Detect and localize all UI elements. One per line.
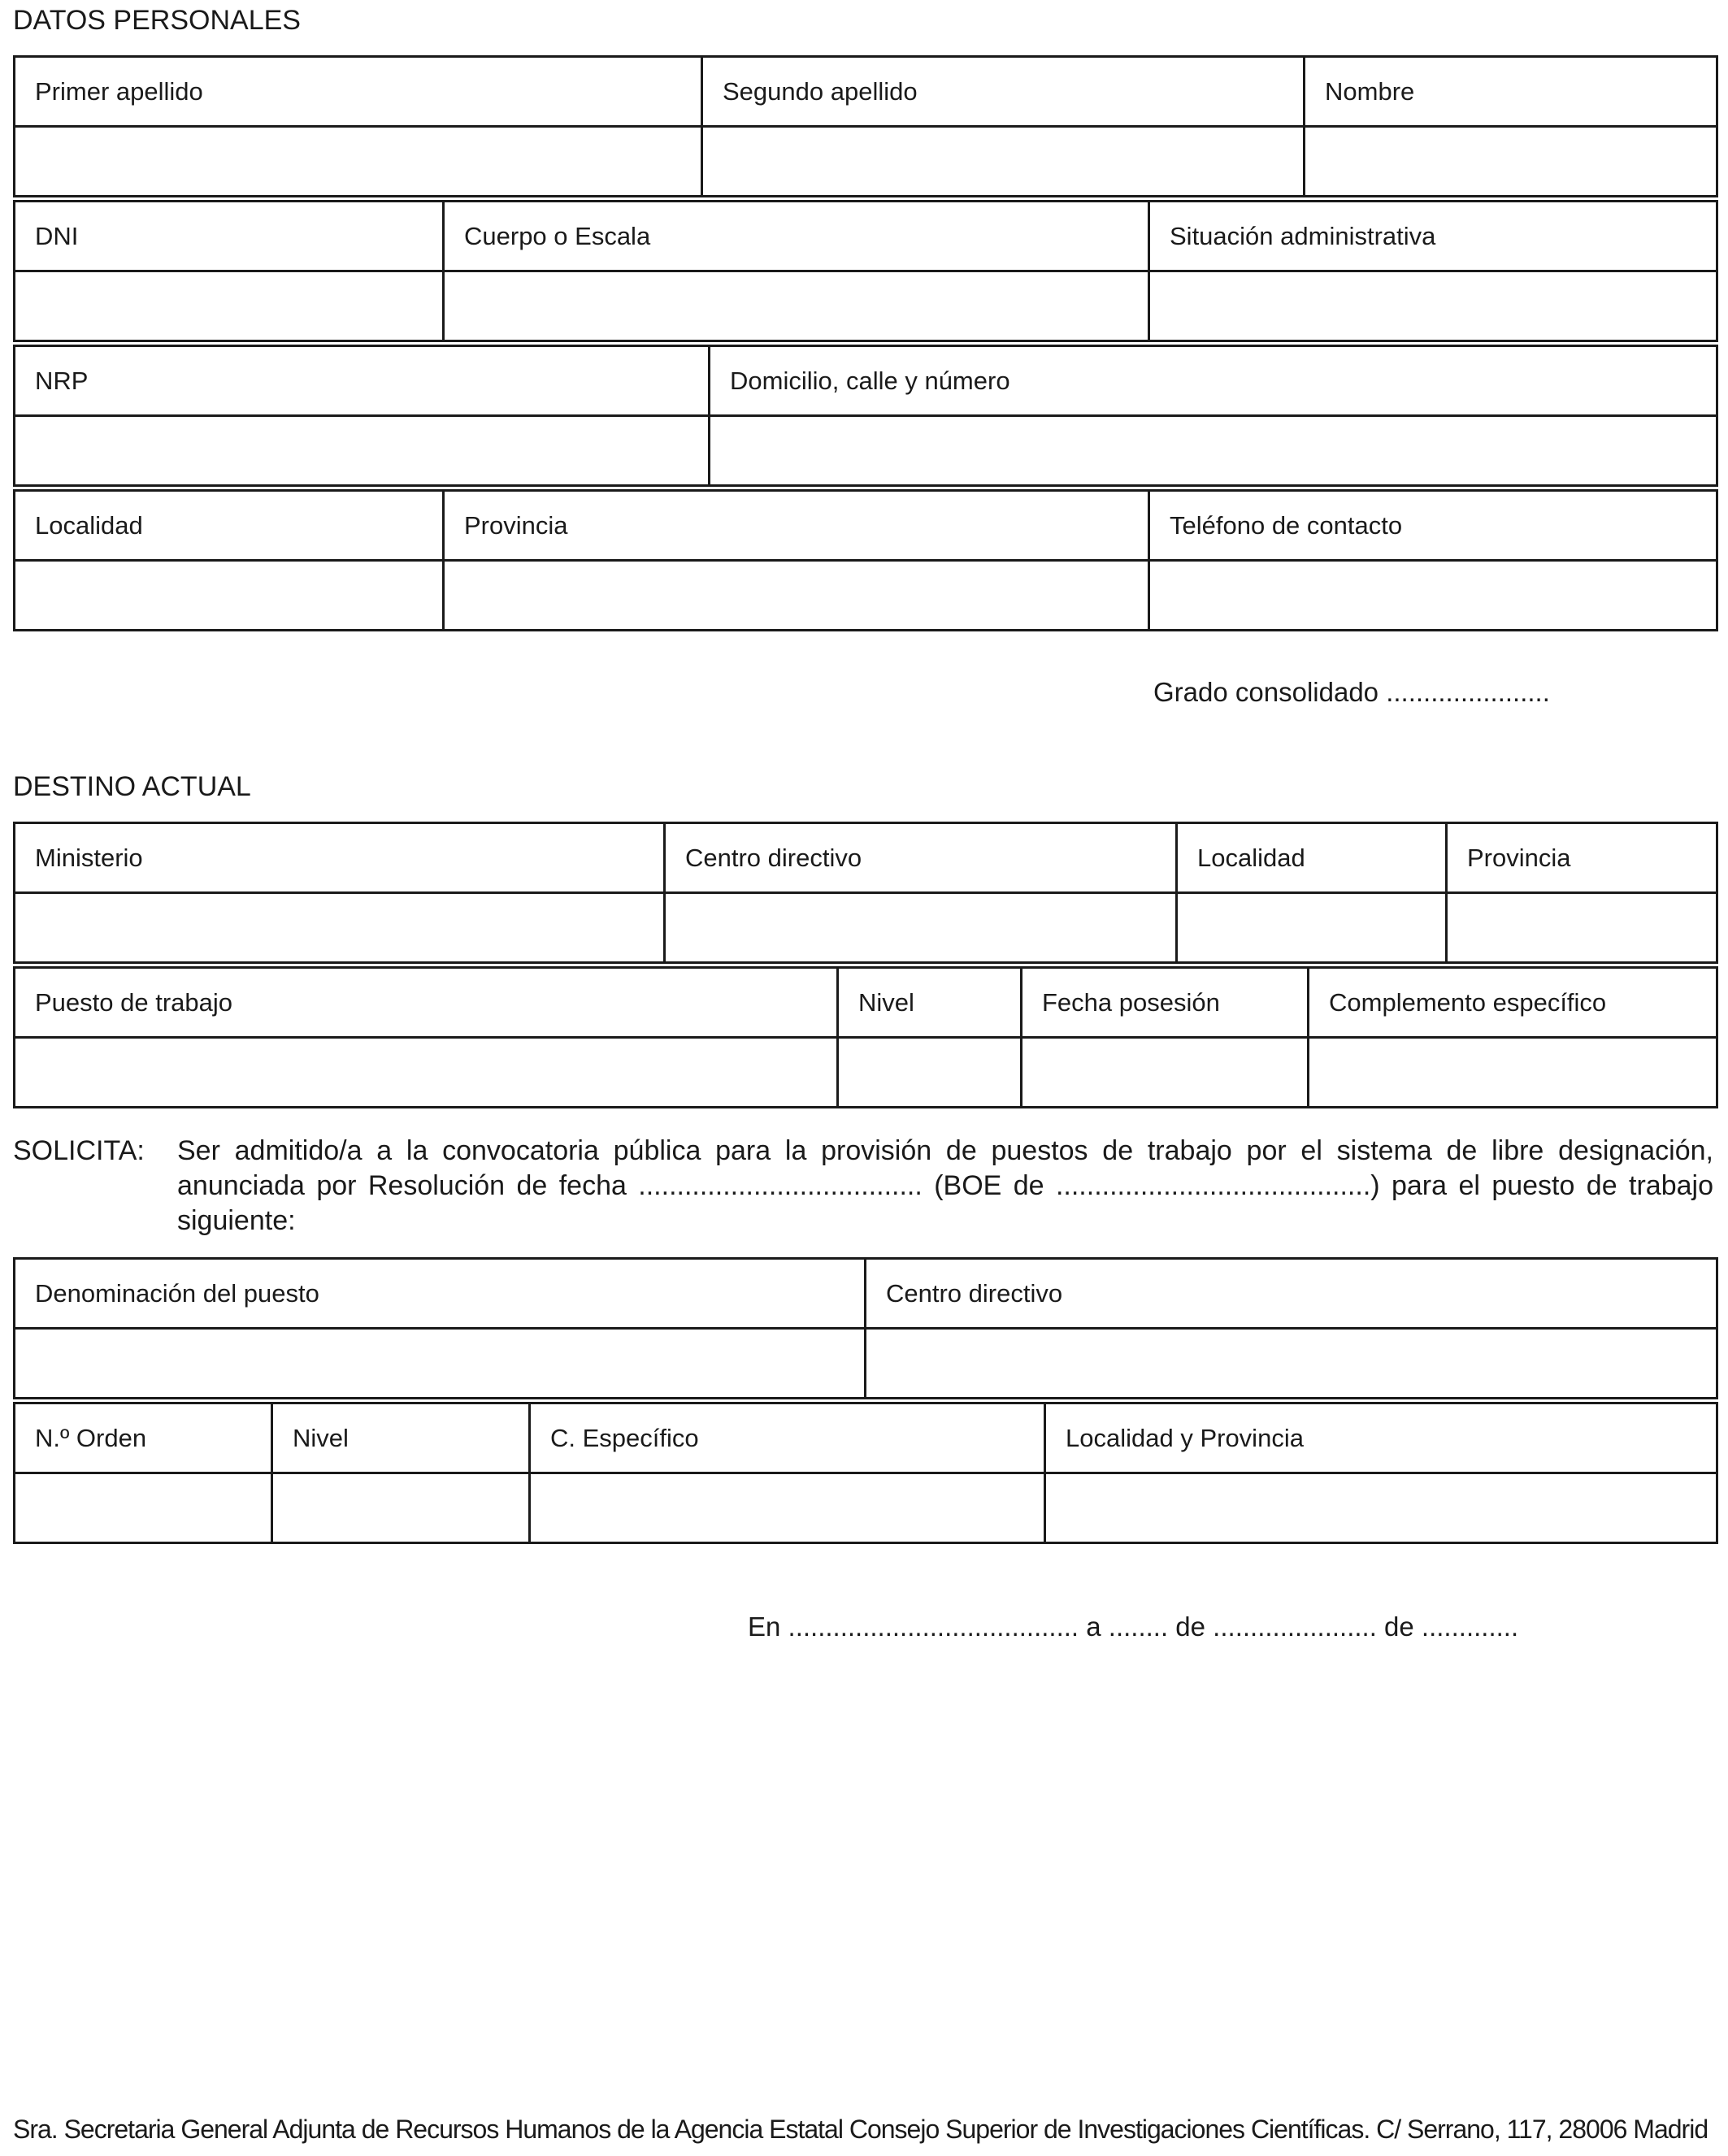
puesto-trabajo-field[interactable] [15, 1038, 838, 1108]
nivel-field[interactable] [838, 1038, 1022, 1108]
nrp-label: NRP [15, 346, 710, 416]
telefono-field[interactable] [1149, 561, 1717, 631]
domicilio-field[interactable] [710, 416, 1717, 486]
datos-personales-row-apellidos [13, 55, 1718, 197]
dni-field[interactable] [15, 271, 444, 341]
denominacion-puesto-label: Denominación del puesto [15, 1259, 866, 1329]
ministerio-label: Ministerio [15, 823, 665, 893]
c-especifico-label: C. Específico [530, 1403, 1045, 1473]
cuerpo-escala-field[interactable] [444, 271, 1149, 341]
datos-personales-heading: DATOS PERSONALES [13, 5, 301, 36]
denominacion-puesto-field[interactable] [15, 1329, 866, 1399]
segundo-apellido-label: Segundo apellido [702, 57, 1305, 127]
nombre-field[interactable] [1305, 127, 1717, 197]
provincia-field[interactable] [444, 561, 1149, 631]
nivel-label: Nivel [838, 968, 1022, 1038]
destino-actual-row-1 [13, 822, 1718, 964]
localidad-label: Localidad [15, 491, 444, 561]
datos-personales-row-localidad [13, 489, 1718, 631]
datos-personales-row-dni [13, 200, 1718, 342]
localidad-provincia-label: Localidad y Provincia [1045, 1403, 1717, 1473]
centro-directivo-label: Centro directivo [665, 823, 1177, 893]
ministerio-field[interactable] [15, 893, 665, 963]
primer-apellido-label: Primer apellido [15, 57, 702, 127]
footer-address: Sra. Secretaria General Adjunta de Recursos Humanos de la Agencia Estatal Consejo Superior de Investigaciones Científicas. C/ Serrano, 117, 28006 Madrid [13, 2115, 1708, 2144]
complemento-especifico-field[interactable] [1309, 1038, 1717, 1108]
centro-directivo-field[interactable] [665, 893, 1177, 963]
numero-orden-field[interactable] [15, 1473, 272, 1543]
telefono-label: Teléfono de contacto [1149, 491, 1717, 561]
datos-personales-row-nrp [13, 345, 1718, 487]
localidad-field[interactable] [15, 561, 444, 631]
complemento-especifico-label: Complemento específico [1309, 968, 1717, 1038]
situacion-administrativa-label: Situación administrativa [1149, 202, 1717, 271]
fecha-lugar-line: En ....................................... a ........ de ...................... de ............. [748, 1612, 1519, 1642]
dni-label: DNI [15, 202, 444, 271]
provincia-label: Provincia [1447, 823, 1717, 893]
solicita-text: Ser admitido/a a la convocatoria pública para la provisión de puestos de trabajo por el sistema de libre designación, anunciada por Resolución de fecha ..................................... (BOE de .........................................) para el puesto de trabajo siguiente: [177, 1135, 1713, 1236]
localidad-provincia-field[interactable] [1045, 1473, 1717, 1543]
c-especifico-field[interactable] [530, 1473, 1045, 1543]
puesto-trabajo-label: Puesto de trabajo [15, 968, 838, 1038]
situacion-administrativa-field[interactable] [1149, 271, 1717, 341]
numero-orden-label: N.º Orden [15, 1403, 272, 1473]
centro-directivo-field[interactable] [866, 1329, 1717, 1399]
nivel-field[interactable] [272, 1473, 530, 1543]
centro-directivo-label: Centro directivo [866, 1259, 1717, 1329]
grado-consolidado: Grado consolidado ...................... [1153, 677, 1550, 707]
domicilio-label: Domicilio, calle y número [710, 346, 1717, 416]
fecha-posesion-label: Fecha posesión [1022, 968, 1309, 1038]
provincia-label: Provincia [444, 491, 1149, 561]
nrp-field[interactable] [15, 416, 710, 486]
puesto-solicitado-row-1 [13, 1257, 1718, 1399]
nombre-label: Nombre [1305, 57, 1717, 127]
destino-actual-row-2 [13, 966, 1718, 1108]
segundo-apellido-field[interactable] [702, 127, 1305, 197]
puesto-solicitado-row-2 [13, 1402, 1718, 1544]
provincia-field[interactable] [1447, 893, 1717, 963]
destino-actual-heading: DESTINO ACTUAL [13, 771, 251, 802]
primer-apellido-field[interactable] [15, 127, 702, 197]
solicita-label: SOLICITA: [13, 1135, 145, 1166]
nivel-label: Nivel [272, 1403, 530, 1473]
fecha-posesion-field[interactable] [1022, 1038, 1309, 1108]
cuerpo-escala-label: Cuerpo o Escala [444, 202, 1149, 271]
localidad-label: Localidad [1177, 823, 1447, 893]
localidad-field[interactable] [1177, 893, 1447, 963]
